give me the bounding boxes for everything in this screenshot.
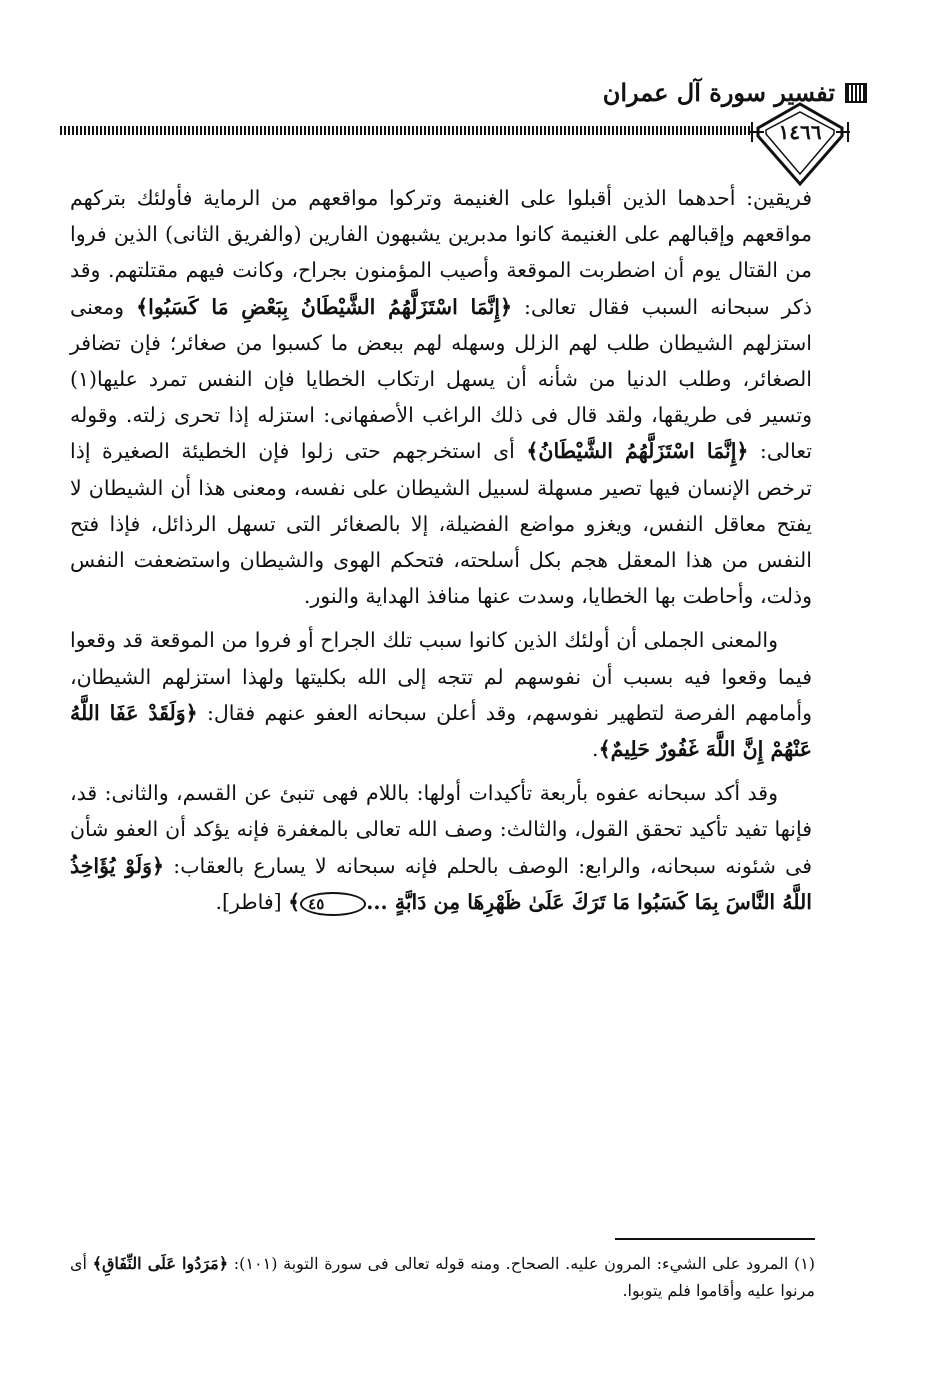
text-run: والمعنى الجملى أن أولئك الذين كانوا سبب تلك الجراح أو فروا من الموقعة قد وقعوا فيما وقعوا فيه بسبب أن نفوسهم لم تتجه إلى الله بكليتها ولهذا استزلهم الشيطان، وأمامهم الفرصة لتطهير نفوسهم، وقد أعلن سبحانه العفو عنهم فقال: <box>70 628 812 725</box>
text-run: ومعنى استزلهم الشيطان طلب لهم الزلل وسهله لهم ببعض ما كسبوا من صغائر؛ فإن تضافر الصغائر، وطلب الدنيا من شأنه أن يسهل ارتكاب الخطايا فإن النفس تمرد عليها(١) وتسير فى طريقها، ولقد قال فى ذلك الراغب الأصفهانى: استزله إذا تحرى زلته. وقوله تعالى: <box>70 294 812 464</box>
text-run: وقد أكد سبحانه عفوه بأربعة تأكيدات أولها: باللام فهى تنبئ عن القسم، والثانى: قد، فإنها تفيد تأكيد تحقق القول، والثالث: وصف الله تعالى بالمغفرة فإنه يؤكد أن العفو شأن فى شئونه سبحانه، والرابع: الوصف بالحلم فإنه سبحانه لا يسارع بالعقاب: <box>70 781 813 878</box>
text-run: أى مرنوا عليه وأقاموا فلم يتوبوا. <box>70 1254 815 1300</box>
quran-verse: ﴿وَلَقَدْ عَفَا اللَّهُ عَنْهُمْ إِنَّ اللَّهَ غَفُورٌ حَلِيمٌ﴾ <box>70 700 812 762</box>
text-run: (١) المرود على الشيء: المرون عليه. الصحاح. ومنه قوله تعالى فى سورة التوبة (١٠١): <box>228 1254 816 1273</box>
page-header <box>60 70 867 180</box>
paragraph <box>70 775 812 920</box>
quran-verse: ﴿إِنَّمَا اسْتَزَلَّهُمُ الشَّيْطَانُ بِبَعْضِ مَا كَسَبُوا﴾ <box>136 294 512 319</box>
diamond-frame-icon <box>750 100 850 190</box>
main-text <box>70 180 812 928</box>
header-rule <box>60 126 750 135</box>
paragraph <box>70 622 812 767</box>
footnotes <box>70 1250 815 1304</box>
quran-verse: ﴿إِنَّمَا اسْتَزَلَّهُمُ الشَّيْطَانُ﴾ <box>526 439 749 464</box>
running-title-text: تفسير سورة آل عمران <box>602 78 835 107</box>
quran-verse: ﴿وَلَوْ يُؤَاخِذُ اللَّهُ النَّاسَ بِمَا كَسَبُوا مَا تَرَكَ عَلَىٰ ظَهْرِهَا مِن دَابَّةٍ ... <box>70 853 812 914</box>
page-number: ١٤٦٦ <box>778 120 822 144</box>
quran-verse: ﴾ <box>288 889 301 914</box>
paragraph <box>70 180 812 614</box>
quran-verse: ﴿مَرَدُوا عَلَى النِّفَاقِ﴾ <box>92 1254 229 1273</box>
footnote-separator <box>615 1238 815 1240</box>
text-run: أى استخرجهم حتى زلوا فإن الخطيئة الصغيرة إذا ترخص الإنسان فيها تصير مسهلة لسبيل الشيطان على نفسه، ومعنى هذا أن الشيطان لا يفتح معاقل النفس، ويغزو مواضع الفضيلة، إلا بالصغائر التى تسهل الرذائل، فإذا فتح النفس من هذا المعقل هجم بكل أسلحته، فتحكم الهوى والشيطان واستضعفت النفس وذلت، وأحاطت بها الخطايا، وسدت عنها منافذ الهداية والنور. <box>70 439 812 609</box>
footnote <box>70 1250 815 1304</box>
text-run: [فاطر]. <box>215 889 289 914</box>
text-run: . <box>592 737 599 762</box>
text-run: فريقين: أحدهما الذين أقبلوا على الغنيمة وتركوا مواقعهم من الرماية فأولئك بتركهم مواقعهم وإقبالهم على الغنيمة كانوا مدبرين يشبهون الفارين (والفريق الثانى) الذين فروا من القتال يوم أن اضطربت الموقعة وأصيب المؤمنون بجراح، وكانت فيهم مقتلتهم. وقد ذكر سبحانه السبب فقال تعالى: <box>70 186 813 319</box>
verse-number: ٤٥ <box>300 892 366 916</box>
page-number-frame <box>750 100 850 190</box>
